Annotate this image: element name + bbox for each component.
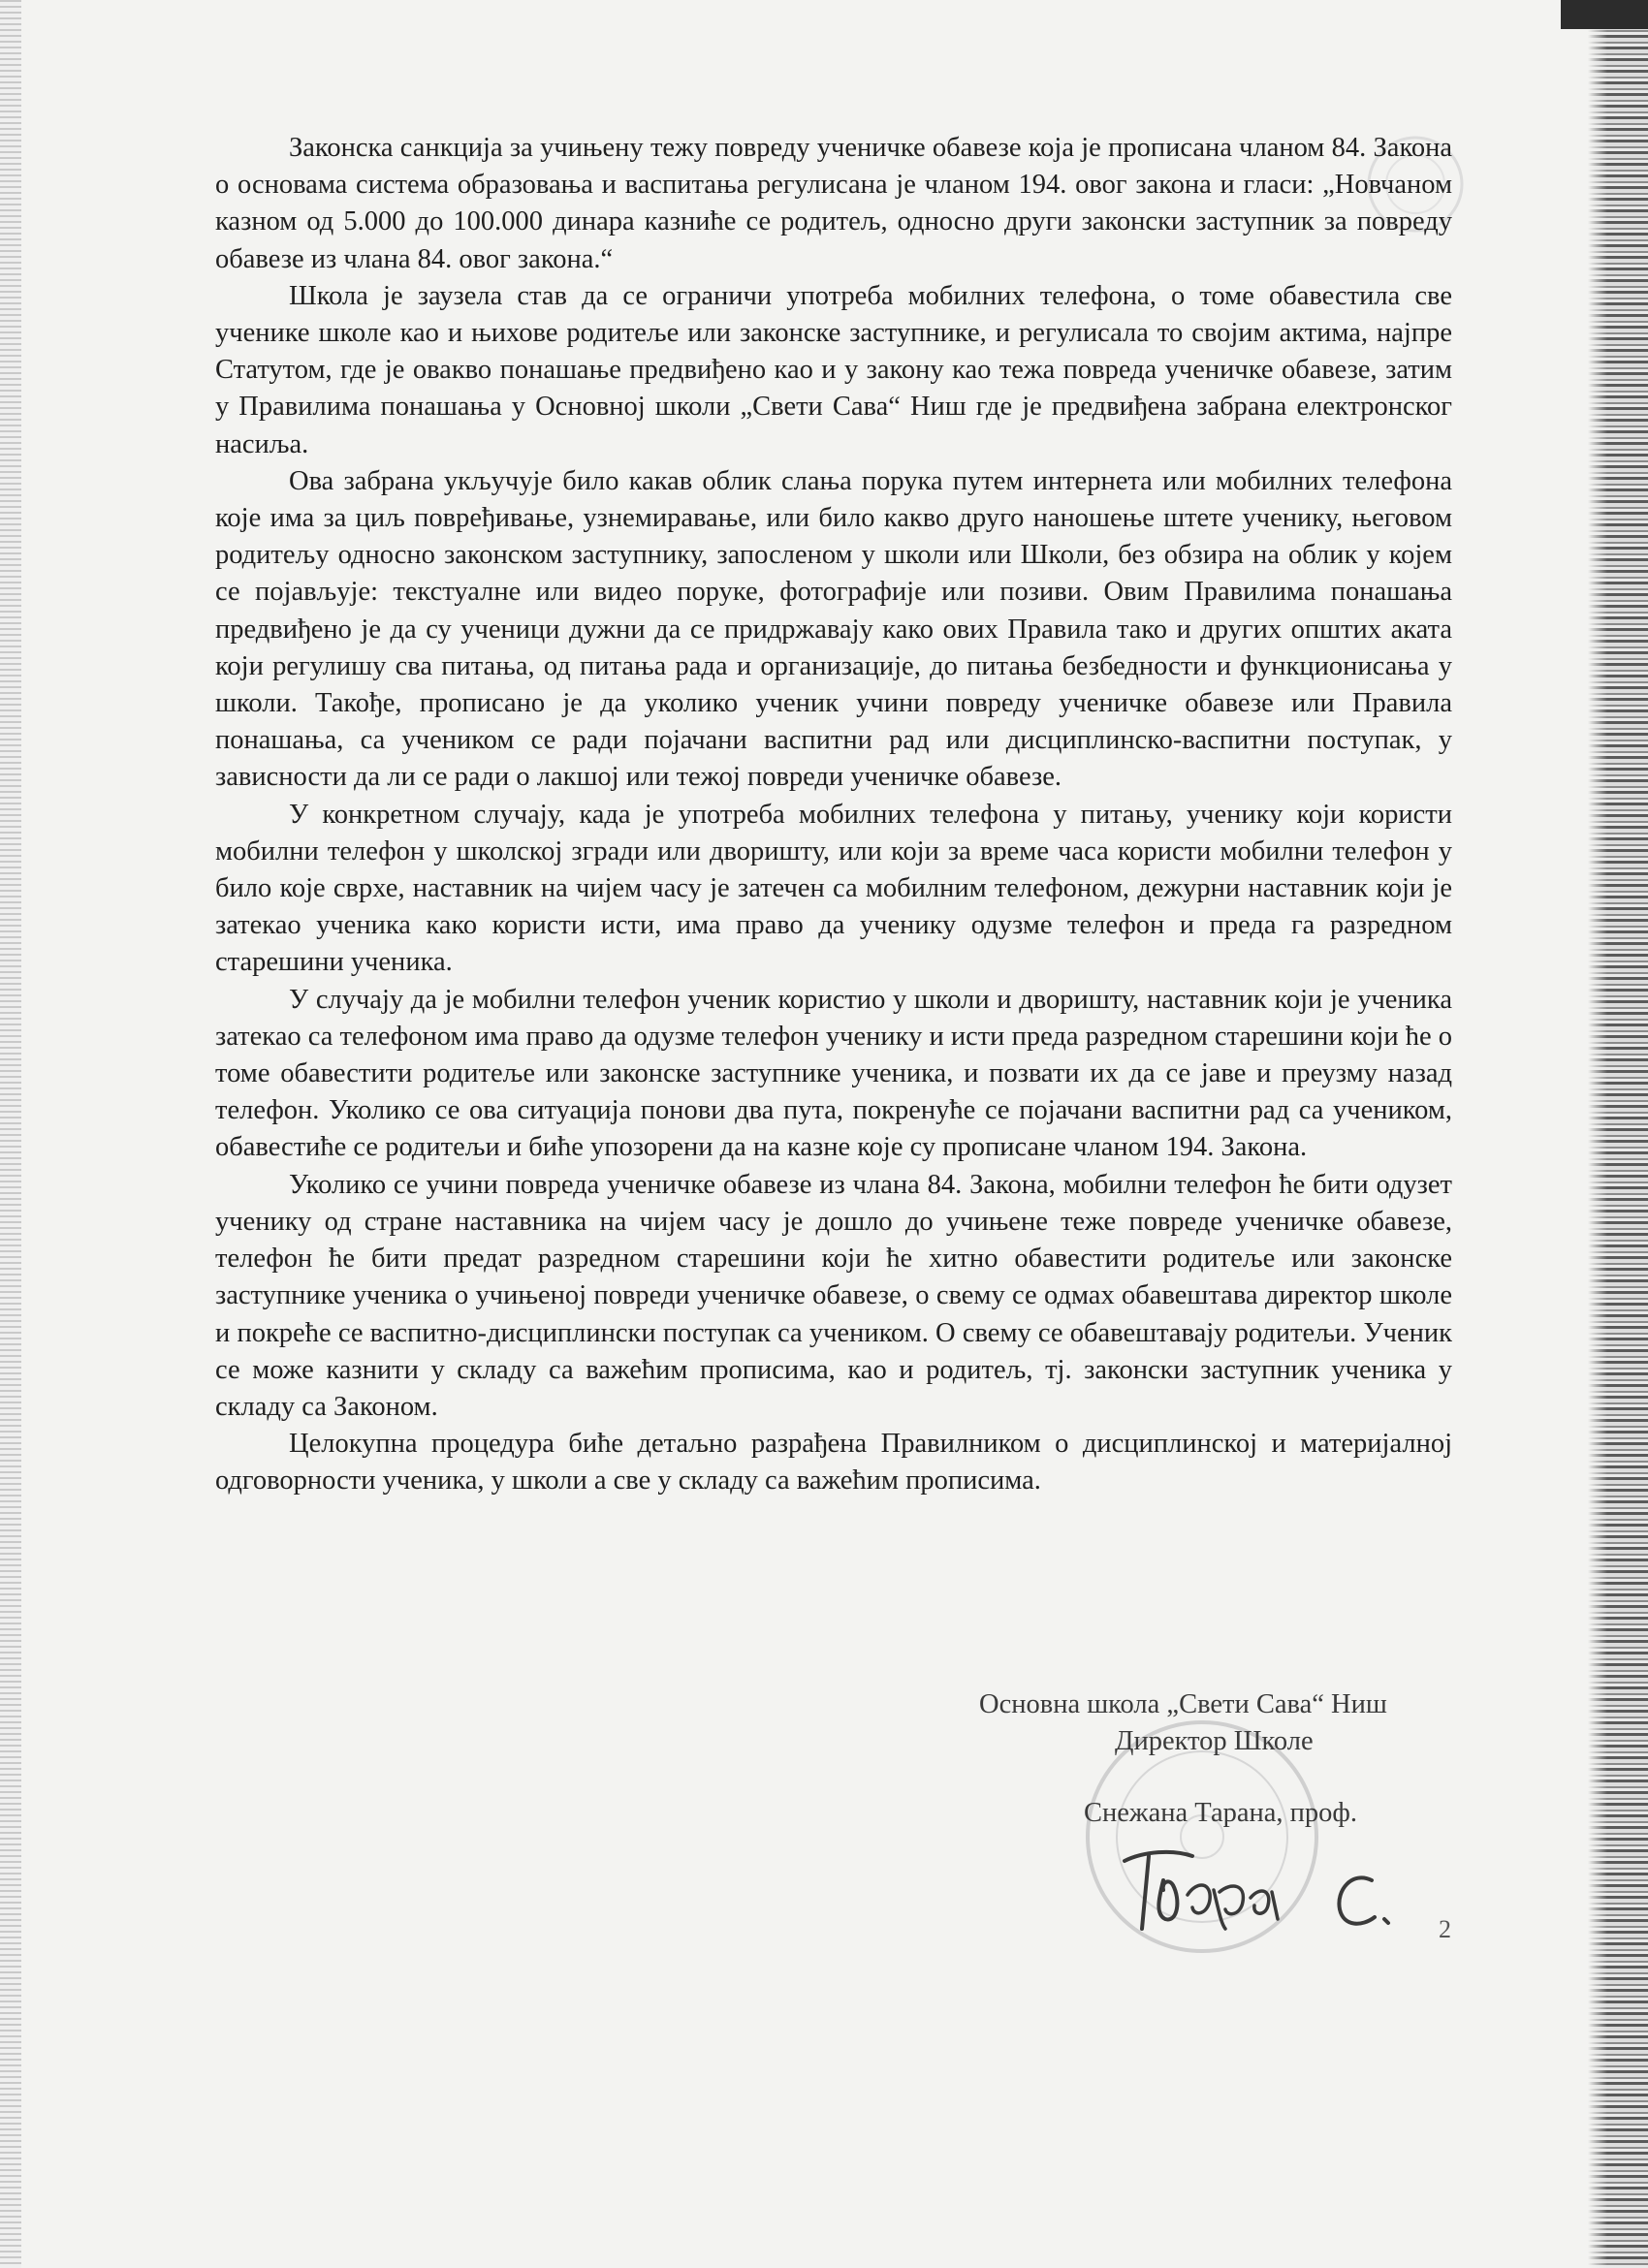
paragraph: Уколико се учини повреда ученичке обавезе из члана 84. Закона, мобилни телефон ће бити одузет ученику од стране наставника на чијем часу је дошло до учињене теже повреде ученичке обавезе, телефон ће бити предат разредном старешини који ће хитно обавестити родитеље или законске заступнике ученика о учињеној повреди ученичке обавезе, о свему се одмах обавештава директор школе и покреће се васпитно-дисциплински поступак са учеником. О свему се обавештавају родитељи. Ученик се може казнити у складу са важећим прописима, као и родитељ, тј. законски заступник ученика у складу са Законом. [215,1169,1452,1422]
signatory-title: Директор Школе [1115,1726,1314,1756]
school-name: Основна школа „Свети Сава“ Ниш [979,1689,1387,1719]
paragraph: Законска санкција за учињену тежу повреду ученичке обавезе која је прописана чланом 84. Закона о основама система образовања и васпитања регулисана је чланом 194. овог закона и гласи: „Новчаном казном од 5.000 до 100.000 динара казниће се родитељ, односно други законски заступник за повреду обавезе из члана 84. овог закона.“ [215,133,1452,274]
paragraph: Школа је заузела став да се ограничи употреба мобилних телефона, о томе обавестила све ученике школе као и њихове родитеље или законске заступнике, и регулисала то својим актима, најпре Статутом, где је овакво понашање предвиђено као и у закону као тежа повреда ученичке обавезе, затим у Правилима понашања у Основној школи „Свети Сава“ Ниш где је предвиђена забрана електронског насиља. [215,280,1452,459]
page-number: 2 [1439,1915,1451,1943]
paragraph: У случају да је мобилни телефон ученик користио у школи и дворишту, наставник који је ученика затекао са телефоном има право да одузме телефон ученику и исти преда разредном старешини који ће о томе обавестити родитеље или законске заступнике ученика, и позвати их да се јаве и преузму назад телефон. Уколико се ова ситуација понови два пута, покренуће се појачани васпитни рад са учеником, обавестиће се родитељи и биће упозорени да на казне које су прописане чланом 194. Закона. [215,984,1452,1163]
paragraph: Целокупна процедура биће детаљно разрађена Правилником о дисциплинској и материјалној одговорности ученика, у школи а све у складу са важећим прописима. [215,1429,1452,1496]
signatory-name: Снежана Тарана, проф. [1084,1798,1358,1828]
document-body [215,130,1452,1500]
paragraph: Ова забрана укључује било какав облик слања порука путем интернета или мобилних телефона које има за циљ повређивање, узнемиравање, или било какво друго наношење штете ученику, његовом родитељу односно законском заступнику, запосленом у школи или Школи, без обзира на облик у којем се појављује: текстуалне или видео поруке, фотографије или позиви. Овим Правилима понашања предвиђено је да су ученици дужни да се придржавају како ових Правила тако и других општих аката који регулишу сва питања, од питања рада и организације, до питања безбедности и функционисања у школи. Такође, прописано је да уколико ученик учини повреду ученичке обавезе или Правила понашања, са учеником се ради појачани васпитни рад или дисциплинско-васпитни поступак, у зависности да ли се ради о лакшој или тежој повреди ученичке обавезе. [215,465,1452,793]
paragraph: У конкретном случају, када је употреба мобилних телефона у питању, ученику који користи мобилни телефон у школској згради или дворишту, или који за време часа користи мобилни телефон у било које сврхе, наставник на чијем часу је затечен са мобилним телефоном, дежурни наставник који је затекао ученика како користи исти, има право да ученику одузме телефон и преда га разредном старешини ученика. [215,799,1452,978]
handwritten-signature [1105,1822,1425,1948]
